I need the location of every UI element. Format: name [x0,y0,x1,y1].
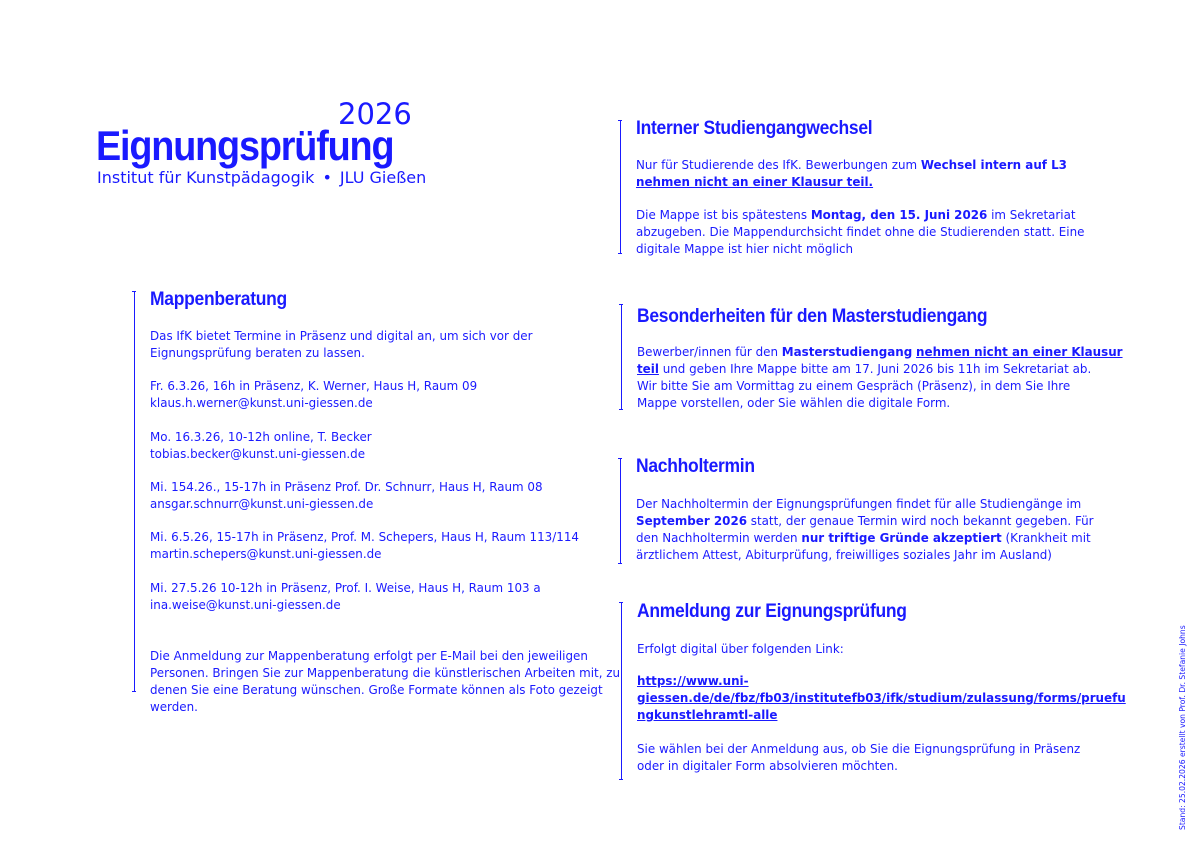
anmeldung-intro: Erfolgt digital über folgenden Link: [637,641,844,656]
emphasis-text: nur triftige Gründe akzeptiert [801,530,1002,545]
bullet-separator: • [322,168,332,187]
page-subtitle [97,168,426,188]
emphasis-text: Masterstudiengang [781,344,913,359]
text-line: Sie wählen bei der Anmeldung aus, ob Sie die Eignungsprüfung in Präsenz [637,741,1081,756]
text-line: Eignungsprüfung beraten zu lassen. [150,345,365,360]
text-line: Das IfK bietet Termine in Präsenz und digital an, um sich vor der [150,328,533,343]
section-bar-master [621,304,622,410]
emphasis-text: nehmen nicht an einer Klausur teil. [636,174,874,189]
text-span: Die Mappe ist bis spätestens [636,207,811,222]
interner-paragraph-1 [636,156,1067,190]
emphasis-text: teil [637,361,659,376]
appointment-item [150,579,541,613]
email-link[interactable]: ina.weise@kunst.uni-giessen.de [150,597,341,612]
interner-paragraph-2 [636,206,1084,257]
appointment-item [150,377,477,411]
section-bar-interner [620,120,621,254]
heading-anmeldung: Anmeldung zur Eignungsprüfung [637,601,907,622]
text-line: Mappe vorstellen, oder Sie wählen die digitale Form. [637,395,951,410]
appointment-item [150,428,372,462]
appointment-line: Fr. 6.3.26, 16h in Präsenz, K. Werner, Haus H, Raum 09 [150,378,478,393]
appointment-line: Mo. 16.3.26, 10-12h online, T. Becker [150,429,372,444]
email-link[interactable]: martin.schepers@kunst.uni-giessen.de [150,546,382,561]
institute-name: Institut für Kunstpädagogik [97,168,315,187]
appointment-item [150,528,579,562]
text-span: und geben Ihre Mappe bitte am 17. Juni 2026 bis 11h im Sekretariat ab. [658,361,1092,376]
appointment-item [150,478,543,512]
heading-nachholtermin: Nachholtermin [636,456,755,477]
text-span: statt, der genaue Termin wird noch bekannt gegeben. Für [747,513,1094,528]
link-line[interactable]: https://www.uni- [637,673,749,688]
master-paragraph [637,343,1123,411]
university-name: JLU Gießen [339,168,427,187]
stand-note: Stand: 25.02.2026 erstellt von Prof. Dr. Stefanie Johns [1178,625,1187,830]
section-bar-nachholtermin [620,458,621,564]
link-line[interactable]: ngkunstlehramtl-alle [637,707,778,722]
appointment-line: Mi. 27.5.26 10-12h in Präsenz, Prof. I. Weise, Haus H, Raum 103 a [150,580,541,595]
emphasis-text: September 2026 [636,513,747,528]
link-line[interactable]: giessen.de/de/fbz/fb03/institutefb03/ifk/studium/zulassung/forms/pruefu [637,690,1126,705]
text-line: ärztlichem Attest, Abiturprüfung, freiwilliges soziales Jahr im Ausland) [636,547,1052,562]
email-link[interactable]: tobias.becker@kunst.uni-giessen.de [150,446,366,461]
anmeldung-closing [637,740,1080,774]
text-span: (Krankheit mit [1001,530,1091,545]
page-title: Eignungsprüfung [96,122,394,169]
text-line: digitale Mappe ist hier nicht möglich [636,241,854,256]
emphasis-text: nehmen nicht an einer Klausur [916,344,1123,359]
appointment-line: Mi. 6.5.26, 15-17h in Präsenz, Prof. M. Schepers, Haus H, Raum 113/114 [150,529,579,544]
registration-link[interactable] [637,672,1126,723]
heading-interner-studiengangwechsel: Interner Studiengangwechsel [636,118,873,139]
text-line: werden. [150,699,198,714]
emphasis-text: Wechsel intern auf L3 [920,157,1067,172]
mappenberatung-closing [150,647,620,715]
header-year: 2026 [338,97,412,131]
text-span: im Sekretariat [987,207,1076,222]
text-span: Nur für Studierende des IfK. Bewerbungen zum [636,157,921,172]
heading-mappenberatung: Mappenberatung [150,289,287,310]
text-line: Personen. Bringen Sie zur Mappenberatung die künstlerischen Arbeiten mit, zu [150,665,621,680]
heading-masterstudiengang: Besonderheiten für den Masterstudiengang [637,306,988,327]
section-bar-mappenberatung [134,291,135,692]
email-link[interactable]: ansgar.schnurr@kunst.uni-giessen.de [150,496,374,511]
text-span: Bewerber/innen für den [637,344,782,359]
appointment-line: Mi. 154.26., 15-17h in Präsenz Prof. Dr. Schnurr, Haus H, Raum 08 [150,479,543,494]
email-link[interactable]: klaus.h.werner@kunst.uni-giessen.de [150,395,373,410]
section-bar-anmeldung [621,602,622,780]
text-line: Wir bitte Sie am Vormittag zu einem Gespräch (Präsenz), in dem Sie Ihre [637,378,1071,393]
text-line: denen Sie eine Beratung wünschen. Große Formate können als Foto gezeigt [150,682,603,697]
nachhol-paragraph [636,495,1094,563]
text-line: oder in digitaler Form absolvieren möchten. [637,758,898,773]
mappenberatung-intro [150,327,533,361]
text-line: abzugeben. Die Mappendurchsicht findet ohne die Studierenden statt. Eine [636,224,1085,239]
text-span: den Nachholtermin werden [636,530,802,545]
deadline-text: Montag, den 15. Juni 2026 [810,207,988,222]
text-line: Die Anmeldung zur Mappenberatung erfolgt per E-Mail bei den jeweiligen [150,648,588,663]
text-line: Der Nachholtermin der Eignungsprüfungen findet für alle Studiengänge im [636,496,1082,511]
